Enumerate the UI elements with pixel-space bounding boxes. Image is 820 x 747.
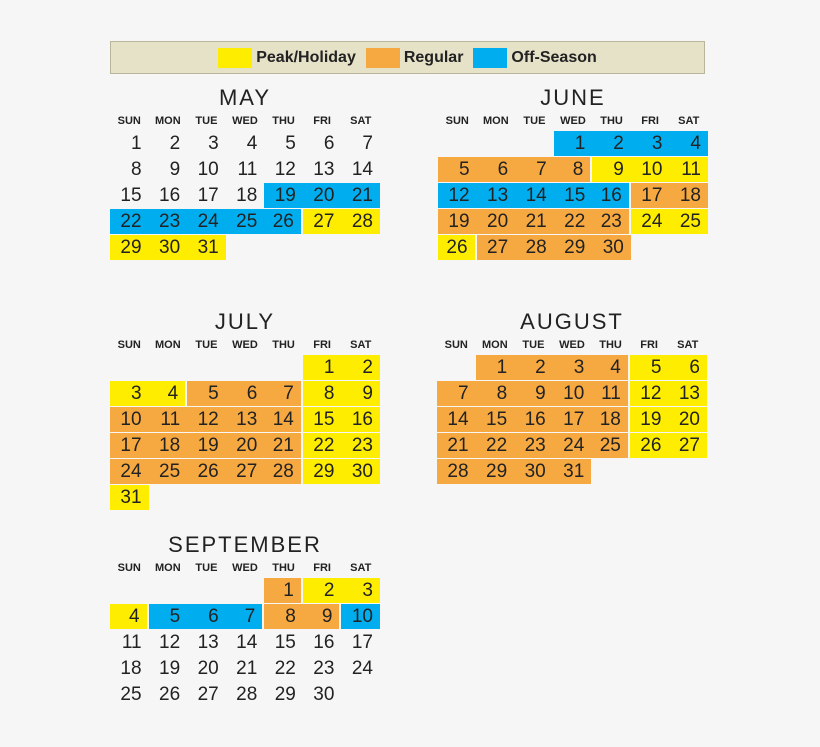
day-cell: 1 [554, 131, 593, 156]
day-cell: 25 [591, 433, 630, 458]
day-cell: 13 [477, 183, 516, 208]
empty-cell [187, 578, 226, 603]
weekday-header [437, 339, 707, 355]
day-cell: 8 [130, 159, 142, 180]
day-cell: 21 [264, 433, 303, 458]
day-grid [110, 578, 380, 707]
day-cell: 23 [514, 433, 553, 458]
day-cell: 5 [285, 133, 296, 154]
day-cell: 23 [592, 209, 631, 234]
month-june [438, 81, 708, 260]
empty-cell [187, 355, 226, 380]
day-cell: 14 [264, 407, 303, 432]
day-cell: 28 [264, 459, 303, 484]
day-cell: 15 [476, 407, 515, 432]
day-cell: 11 [121, 632, 142, 653]
day-cell: 27 [226, 459, 265, 484]
day-cell: 14 [351, 159, 373, 180]
day-cell: 3 [553, 355, 592, 380]
day-cell: 1 [303, 355, 342, 380]
day-cell: 19 [187, 433, 226, 458]
day-cell: 18 [591, 407, 630, 432]
day-cell: 5 [187, 381, 226, 406]
day-cell: 2 [169, 133, 181, 154]
day-cell: 31 [187, 235, 226, 260]
weekday-label: THU [272, 562, 295, 574]
day-cell: 3 [341, 578, 380, 603]
day-cell: 30 [592, 235, 631, 260]
day-cell: 21 [341, 183, 380, 208]
day-cell: 20 [303, 183, 342, 208]
day-cell: 10 [110, 407, 149, 432]
month-title: SEPTEMBER [168, 532, 322, 557]
weekday-label: TUE [523, 115, 546, 127]
month-july [110, 305, 380, 510]
day-cell: 22 [110, 209, 149, 234]
day-cell: 31 [553, 459, 592, 484]
weekday-label: THU [599, 339, 622, 351]
day-cell: 26 [264, 209, 303, 234]
day-cell: 5 [149, 604, 188, 629]
day-cell: 5 [630, 355, 669, 380]
day-cell: 30 [313, 684, 335, 705]
day-cell: 31 [110, 485, 149, 510]
weekday-label: THU [600, 115, 623, 127]
month-title: JULY [214, 309, 276, 334]
weekday-label: SUN [117, 115, 141, 127]
day-cell: 24 [110, 459, 149, 484]
day-cell: 28 [437, 459, 476, 484]
day-cell: 7 [264, 381, 303, 406]
weekday-header [110, 115, 380, 131]
day-cell: 4 [149, 381, 188, 406]
weekday-label: TUE [195, 562, 218, 574]
day-cell: 23 [149, 209, 188, 234]
day-cell: 23 [313, 658, 335, 679]
day-cell: 23 [341, 433, 380, 458]
day-cell: 3 [631, 131, 670, 156]
weekday-label: MON [483, 115, 509, 127]
month-august [437, 305, 707, 484]
empty-cell [226, 578, 265, 603]
legend-item-regular [366, 48, 464, 68]
weekday-label: FRI [313, 339, 331, 351]
weekday-label: TUE [195, 339, 218, 351]
day-cell: 2 [341, 355, 380, 380]
empty-cell [149, 578, 188, 603]
day-cell: 12 [630, 381, 669, 406]
day-cell: 25 [120, 684, 142, 705]
day-cell: 28 [236, 684, 258, 705]
day-cell: 9 [514, 381, 553, 406]
legend-swatch [366, 48, 400, 68]
day-cell: 17 [553, 407, 592, 432]
day-cell: 21 [437, 433, 476, 458]
day-cell: 24 [553, 433, 592, 458]
day-cell: 13 [668, 381, 707, 406]
weekday-header [438, 115, 708, 131]
weekday-label: SUN [445, 115, 469, 127]
day-cell: 14 [437, 407, 476, 432]
day-cell: 9 [169, 159, 181, 180]
day-cell: 15 [274, 632, 296, 653]
day-cell: 7 [226, 604, 265, 629]
month-title: JUNE [540, 85, 606, 110]
day-cell: 27 [197, 684, 219, 705]
day-cell: 6 [226, 381, 265, 406]
weekday-label: THU [272, 115, 295, 127]
legend [110, 41, 705, 74]
empty-cell [438, 131, 477, 156]
day-cell: 8 [554, 157, 593, 182]
day-cell: 14 [515, 183, 554, 208]
day-cell: 16 [159, 185, 181, 206]
weekday-label: FRI [313, 115, 331, 127]
day-cell: 18 [149, 433, 188, 458]
day-cell: 30 [514, 459, 553, 484]
legend-swatch [218, 48, 252, 68]
day-cell: 24 [631, 209, 670, 234]
day-cell: 4 [591, 355, 630, 380]
legend-label: Peak/Holiday [256, 48, 356, 66]
day-cell: 3 [208, 133, 219, 154]
day-cell: 2 [514, 355, 553, 380]
empty-cell [477, 131, 516, 156]
day-cell: 30 [149, 235, 188, 260]
day-cell: 6 [477, 157, 516, 182]
day-cell: 11 [149, 407, 188, 432]
weekday-label: FRI [641, 115, 659, 127]
day-cell: 8 [303, 381, 342, 406]
day-cell: 27 [303, 209, 342, 234]
day-cell: 22 [303, 433, 342, 458]
day-cell: 6 [668, 355, 707, 380]
day-cell: 28 [515, 235, 554, 260]
day-cell: 29 [110, 235, 149, 260]
month-title: AUGUST [520, 309, 624, 334]
empty-cell [264, 355, 303, 380]
empty-cell [110, 355, 149, 380]
day-cell: 19 [264, 183, 303, 208]
day-cell: 6 [323, 133, 335, 154]
weekday-label: SUN [117, 562, 141, 574]
legend-item-off-season [473, 48, 596, 68]
day-cell: 18 [236, 185, 258, 206]
day-cell: 16 [313, 632, 335, 653]
weekday-label: WED [232, 562, 258, 574]
weekday-label: WED [559, 339, 585, 351]
day-cell: 30 [341, 459, 380, 484]
day-cell: 14 [236, 632, 258, 653]
day-cell: 19 [159, 658, 181, 679]
day-cell: 7 [437, 381, 476, 406]
day-cell: 20 [226, 433, 265, 458]
day-cell: 21 [515, 209, 554, 234]
weekday-label: WED [560, 115, 586, 127]
day-cell: 28 [341, 209, 380, 234]
day-cell: 2 [592, 131, 631, 156]
day-cell: 10 [341, 604, 380, 629]
day-cell: 1 [264, 578, 303, 603]
day-cell: 26 [159, 684, 181, 705]
weekday-label: FRI [313, 562, 331, 574]
month-may [110, 81, 380, 260]
day-cell: 20 [197, 658, 219, 679]
day-grid [110, 355, 380, 510]
empty-cell [515, 131, 554, 156]
day-cell: 27 [668, 433, 707, 458]
day-cell: 10 [631, 157, 670, 182]
empty-cell [110, 578, 149, 603]
weekday-label: WED [232, 339, 258, 351]
day-cell: 29 [554, 235, 593, 260]
weekday-label: SAT [678, 115, 700, 127]
weekday-label: THU [272, 339, 295, 351]
day-cell: 19 [630, 407, 669, 432]
day-cell: 29 [274, 684, 296, 705]
day-cell: 24 [187, 209, 226, 234]
day-cell: 4 [110, 604, 149, 629]
day-cell: 13 [313, 159, 335, 180]
day-cell: 20 [477, 209, 516, 234]
day-cell: 8 [264, 604, 303, 629]
day-cell: 11 [237, 159, 258, 180]
day-cell: 9 [341, 381, 380, 406]
empty-cell [437, 355, 476, 380]
day-cell: 20 [668, 407, 707, 432]
legend-label: Off-Season [511, 48, 597, 66]
day-cell: 4 [669, 131, 708, 156]
day-cell: 3 [110, 381, 149, 406]
weekday-label: SAT [350, 339, 372, 351]
day-cell: 15 [303, 407, 342, 432]
day-cell: 6 [187, 604, 226, 629]
month-september [110, 528, 380, 707]
weekday-label: SAT [350, 562, 372, 574]
weekday-label: MON [155, 339, 181, 351]
day-cell: 17 [197, 185, 219, 206]
day-cell: 12 [274, 159, 296, 180]
day-cell: 21 [236, 658, 258, 679]
day-cell: 17 [110, 433, 149, 458]
day-cell: 16 [341, 407, 380, 432]
day-cell: 1 [476, 355, 515, 380]
day-cell: 10 [553, 381, 592, 406]
day-cell: 11 [669, 157, 708, 182]
day-cell: 16 [514, 407, 553, 432]
day-cell: 17 [351, 632, 373, 653]
day-cell: 26 [438, 235, 477, 260]
day-cell: 1 [130, 133, 142, 154]
legend-item-peak-holiday [218, 48, 356, 68]
day-cell: 7 [362, 133, 373, 154]
weekday-label: TUE [522, 339, 545, 351]
day-cell: 2 [303, 578, 342, 603]
day-cell: 13 [226, 407, 265, 432]
weekday-label: MON [155, 115, 181, 127]
day-cell: 26 [630, 433, 669, 458]
day-grid [438, 131, 708, 260]
weekday-label: SAT [350, 115, 372, 127]
day-cell: 22 [476, 433, 515, 458]
day-cell: 12 [159, 632, 181, 653]
legend-label: Regular [403, 48, 464, 66]
day-cell: 9 [592, 157, 631, 182]
day-cell: 22 [554, 209, 593, 234]
day-cell: 9 [303, 604, 342, 629]
empty-cell [149, 355, 188, 380]
day-cell: 7 [515, 157, 554, 182]
day-cell: 18 [120, 658, 142, 679]
day-cell: 19 [438, 209, 477, 234]
day-cell: 8 [476, 381, 515, 406]
legend-swatch [473, 48, 507, 68]
day-cell: 27 [477, 235, 516, 260]
day-cell: 12 [438, 183, 477, 208]
day-cell: 18 [669, 183, 708, 208]
day-cell: 15 [554, 183, 593, 208]
day-cell: 5 [438, 157, 477, 182]
day-cell: 12 [187, 407, 226, 432]
day-cell: 16 [592, 183, 631, 208]
month-title: MAY [218, 85, 272, 110]
day-cell: 22 [274, 658, 296, 679]
day-cell: 10 [197, 159, 219, 180]
weekday-label: SUN [444, 339, 468, 351]
day-cell: 26 [187, 459, 226, 484]
day-grid [437, 355, 707, 484]
weekday-label: MON [482, 339, 508, 351]
day-cell: 17 [631, 183, 670, 208]
day-cell: 25 [669, 209, 708, 234]
day-cell: 25 [149, 459, 188, 484]
day-cell: 13 [197, 632, 219, 653]
day-cell: 11 [591, 381, 630, 406]
weekday-label: MON [155, 562, 181, 574]
weekday-label: SAT [677, 339, 699, 351]
weekday-label: TUE [195, 115, 218, 127]
day-cell: 25 [226, 209, 265, 234]
weekday-header [110, 339, 380, 355]
day-cell: 24 [351, 658, 373, 679]
day-cell: 15 [120, 185, 142, 206]
weekday-label: FRI [640, 339, 658, 351]
day-cell: 29 [476, 459, 515, 484]
day-cell: 4 [246, 133, 258, 154]
weekday-label: SUN [117, 339, 141, 351]
day-cell: 29 [303, 459, 342, 484]
weekday-header [110, 562, 380, 578]
weekday-label: WED [232, 115, 258, 127]
empty-cell [226, 355, 265, 380]
day-grid [110, 131, 380, 260]
